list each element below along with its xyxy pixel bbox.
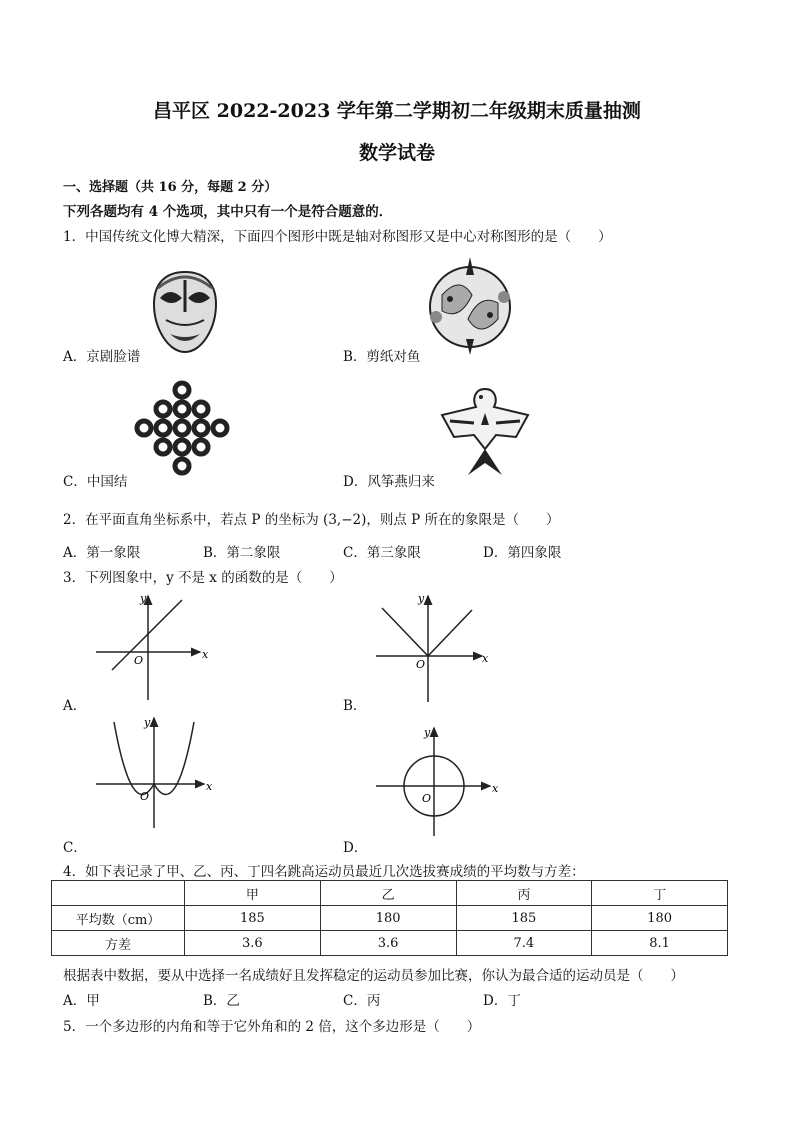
q4-option-d: D．丁 <box>483 993 521 1009</box>
q3-option-d: D． <box>343 840 368 856</box>
q1-option-a: A．京剧脸谱 <box>63 349 141 365</box>
section-heading: 一、选择题（共 16 分，每题 2 分） <box>63 180 278 195</box>
q1-option-d: D．风筝燕归来 <box>343 474 435 490</box>
q2-option-d: D．第四象限 <box>483 545 562 561</box>
col-ding: 丁 <box>592 881 728 906</box>
svg-text:y: y <box>418 592 425 605</box>
q4-option-b: B．乙 <box>203 993 240 1009</box>
svg-text:x: x <box>206 780 213 793</box>
q4-question: 根据表中数据，要从中选择一名成绩好且发挥稳定的运动员参加比赛，你认为最合适的运动员是（ ） <box>63 968 684 984</box>
q3-graph-a <box>92 590 222 702</box>
table-header-row <box>52 881 728 906</box>
page-subtitle: 数学试卷 <box>358 142 435 164</box>
q1-option-b: B．剪纸对鱼 <box>343 349 421 365</box>
svg-text:O: O <box>140 790 150 803</box>
q2-option-b: B．第二象限 <box>203 545 281 561</box>
page-title: 昌平区 2022-2023 学年第二学期初二年级期末质量抽测 <box>153 100 641 122</box>
opera-mask-image <box>150 268 220 356</box>
col-yi: 乙 <box>320 881 456 906</box>
q5-stem: 5．一个多边形的内角和等于它外角和的 2 倍，这个多边形是（ ） <box>63 1019 481 1035</box>
section-instruction: 下列各题均有 4 个选项，其中只有一个是符合题意的． <box>63 204 393 220</box>
q1-option-c: C．中国结 <box>63 474 128 490</box>
svg-text:y: y <box>144 716 151 729</box>
q3-option-b: B． <box>343 698 367 714</box>
table-row: 平均数（cm） 185 180 185 180 <box>52 906 728 931</box>
swallow-kite-image <box>440 385 530 477</box>
q3-graph-b <box>372 588 502 704</box>
q3-graph-c <box>92 712 222 830</box>
q3-stem: 3．下列图象中，y 不是 x 的函数的是（ ） <box>63 570 343 586</box>
q3-option-c: C． <box>63 840 87 856</box>
origin-label: O <box>134 654 144 667</box>
q2-option-a: A．第一象限 <box>63 545 141 561</box>
svg-text:O: O <box>422 792 432 805</box>
graph-v-shape <box>382 608 472 656</box>
svg-text:O: O <box>416 658 426 671</box>
graph-line <box>112 600 182 670</box>
table-row: 方差 3.6 3.6 7.4 8.1 <box>52 931 728 956</box>
col-bing: 丙 <box>456 881 592 906</box>
score-table <box>51 880 728 956</box>
svg-text:x: x <box>492 782 499 795</box>
q4-stem: 4．如下表记录了甲、乙、丙、丁四名跳高运动员最近几次选拔赛成绩的平均数与方差： <box>63 864 585 880</box>
q2-stem: 2．在平面直角坐标系中，若点 P 的坐标为 (3,−2)，则点 P 所在的象限是（ ） <box>63 512 560 528</box>
q4-option-a: A．甲 <box>63 993 100 1009</box>
q3-option-a: A． <box>63 698 87 714</box>
col-jia: 甲 <box>185 881 321 906</box>
q4-option-c: C．丙 <box>343 993 381 1009</box>
q2-option-c: C．第三象限 <box>343 545 421 561</box>
x-label: x <box>202 648 209 661</box>
y-label: y <box>140 592 147 605</box>
paper-cut-fish-image <box>420 255 520 355</box>
chinese-knot-image <box>134 380 230 476</box>
svg-text:y: y <box>424 726 431 739</box>
svg-text:x: x <box>482 652 489 665</box>
q3-graph-d <box>372 722 502 838</box>
q1-stem: 1．中国传统文化博大精深，下面四个图形中既是轴对称图形又是中心对称图形的是（ ） <box>63 229 612 245</box>
